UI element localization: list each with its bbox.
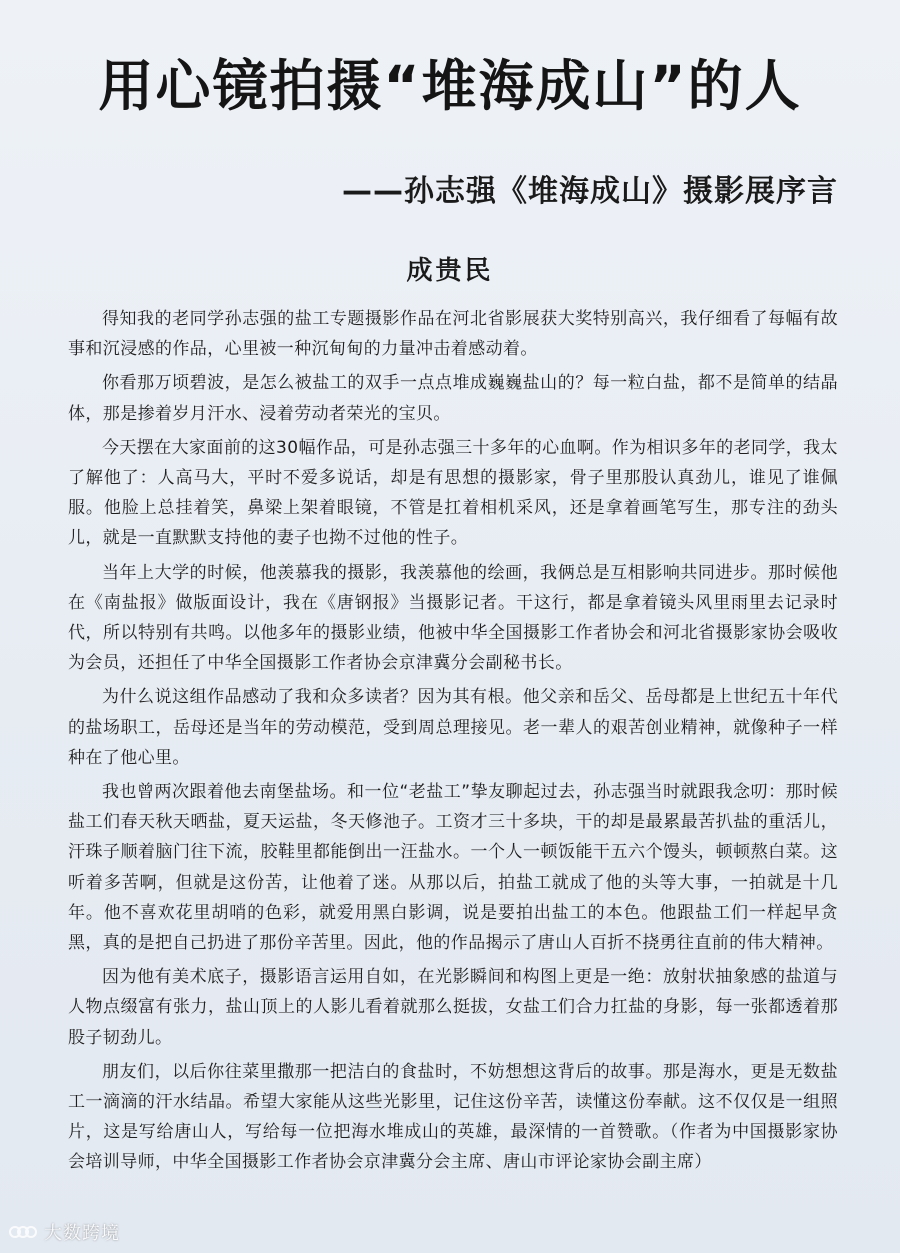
brand-logo-icon xyxy=(8,1222,38,1242)
watermark xyxy=(8,1219,120,1245)
paragraph: 今天摆在大家面前的这30幅作品，可是孙志强三十多年的心血啊。作为相识多年的老同学，我太了解他了：人高马大，平时不爱多说话，却是有思想的摄影家，骨子里那股认真劲儿，谁见了谁佩服。他脸上总挂着笑，鼻梁上架着眼镜，不管是扛着相机采风，还是拿着画笔写生，那专注的劲头儿，就是一直默默支持他的妻子也拗不过他的性子。 xyxy=(68,437,838,549)
paragraph: 为什么说这组作品感动了我和众多读者？因为其有根。他父亲和岳父、岳母都是上世纪五十年代的盐场职工，岳母还是当年的劳动模范，受到周总理接见。老一辈人的艰苦创业精神，就像种子一样种在了他心里。 xyxy=(68,687,838,768)
article-body xyxy=(68,304,838,1182)
paragraph: 你看那万顷碧波，是怎么被盐工的双手一点点堆成巍巍盐山的？每一粒白盐，都不是简单的结晶体，那是掺着岁月汗水、浸着劳动者荣光的宝贝。 xyxy=(68,373,838,424)
paragraph: 因为他有美术底子，摄影语言运用自如，在光影瞬间和构图上更是一绝：放射状抽象感的盐道与人物点缀富有张力，盐山顶上的人影儿看着就那么挺拔，女盐工们合力扛盐的身影，每一张都透着那股子韧劲儿。 xyxy=(68,967,838,1048)
page-subtitle: ——孙志强《堆海成山》摄影展序言 xyxy=(342,174,838,209)
page-title: 用心镜拍摄“堆海成山”的人 xyxy=(98,54,802,118)
paragraph: 朋友们，以后你往菜里撒那一把洁白的食盐时，不妨想想这背后的故事。那是海水，更是无数盐工一滴滴的汗水结晶。希望大家能从这些光影里，记住这份辛苦，读懂这份奉献。这不仅仅是一组照片，这是写给唐山人，写给每一位把海水堆成山的英雄，最深情的一首赞歌。（作者为中国摄影家协会培训导师，中华全国摄影工作者协会京津冀分会主席、唐山市评论家协会副主席） xyxy=(68,1061,838,1173)
author-name: 成贵民 xyxy=(406,256,494,286)
paragraph: 当年上大学的时候，他羡慕我的摄影，我羡慕他的绘画，我俩总是互相影响共同进步。那时候他在《南盐报》做版面设计，我在《唐钢报》当摄影记者。干这行，都是拿着镜头风里雨里去记录时代，所以特别有共鸣。以他多年的摄影业绩，他被中华全国摄影工作者协会和河北省摄影家协会吸收为会员，还担任了中华全国摄影工作者协会京津冀分会副秘书长。 xyxy=(68,562,838,674)
paragraph: 得知我的老同学孙志强的盐工专题摄影作品在河北省影展获大奖特别高兴，我仔细看了每幅有故事和沉浸感的作品，心里被一种沉甸甸的力量冲击着感动着。 xyxy=(68,309,838,360)
watermark-text: 大数跨境 xyxy=(44,1223,120,1244)
paragraph: 我也曾两次跟着他去南堡盐场。和一位“老盐工”挚友聊起过去，孙志强当时就跟我念叨：那时候盐工们春天秋天晒盐，夏天运盐，冬天修池子。工资才三十多块，干的却是最累最苦扒盐的重活儿，汗珠子顺着脑门往下流，胶鞋里都能倒出一汪盐水。一个人一顿饭能干五六个馒头，顿顿熬白菜。这听着多苦啊，但就是这份苦，让他着了迷。从那以后，拍盐工就成了他的头等大事，一拍就是十几年。他不喜欢花里胡哨的色彩，就爱用黑白影调，说是要拍出盐工的本色。他跟盐工们一样起早贪黑，真的是把自己扔进了那份辛苦里。因此，他的作品揭示了唐山人百折不挠勇往直前的伟大精神。 xyxy=(68,782,838,954)
